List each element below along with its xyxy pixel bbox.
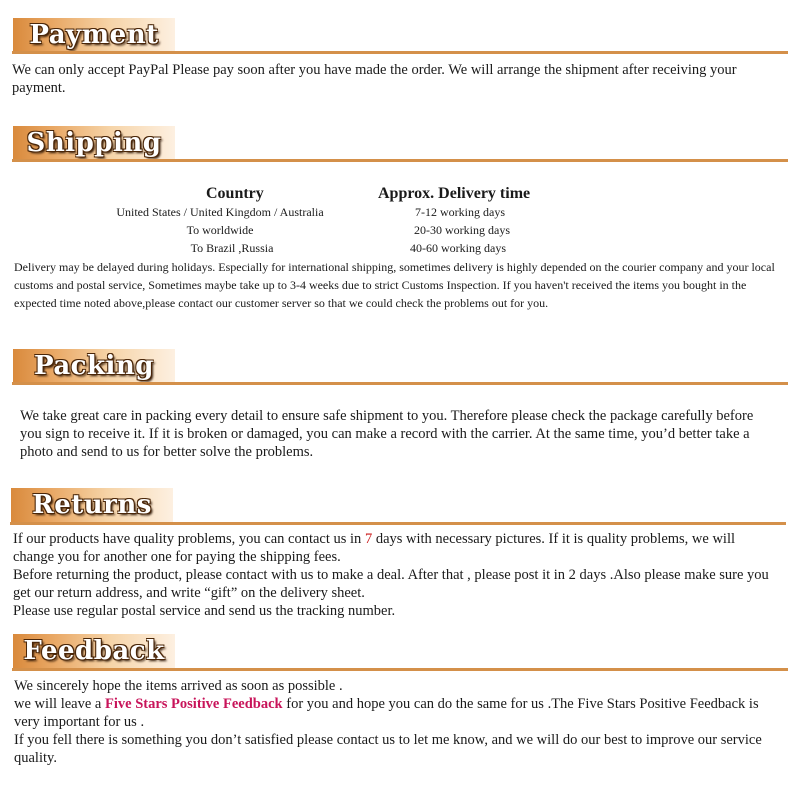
table-cell-time: 7-12 working days: [415, 205, 505, 219]
payment-text: We can only accept PayPal Please pay soon after you have made the order. We will arrange the shipment after receiving your payment.: [12, 62, 737, 96]
returns-title: Returns: [32, 490, 152, 520]
shipping-divider: [12, 159, 788, 162]
returns-line1: If our products have quality problems, you can contact us in 7 days with necessary pictures. If it is quality problems, we will change you for another one for paying the shipping fees.: [13, 531, 736, 565]
returns-divider: [10, 522, 786, 525]
feedback-line2: we will leave a Five Stars Positive Feedback for you and hope you can do the same for us .The Five Stars Positive Feedback is very important for us .: [14, 696, 759, 730]
table-cell-time: 20-30 working days: [414, 223, 510, 237]
feedback-line1: We sincerely hope the items arrived as soon as possible .: [14, 678, 343, 694]
shipping-note: Delivery may be delayed during holidays. Especially for international shipping, sometimes delivery is highly depended on the courier company and your local customs and postal service, Sometimes maybe take up to 3-4 weeks due to strict Customs Inspection. If you haven't received the items you bought in the expected time noted above,please contact our customer server so that we could check the problems out for you.: [14, 260, 775, 310]
five-stars-highlight: Five Stars Positive Feedback: [105, 696, 283, 712]
table-cell-time: 40-60 working days: [410, 241, 506, 255]
table-header-country: Country: [206, 185, 264, 202]
feedback-title: Feedback: [23, 636, 165, 666]
feedback-banner: [13, 634, 175, 668]
table-cell-country: To worldwide: [186, 223, 254, 237]
packing-banner: [13, 349, 175, 383]
table-header-time: Approx. Delivery time: [378, 185, 531, 202]
packing-divider: [12, 382, 788, 385]
returns-line2: Before returning the product, please contact with us to make a deal. After that , please post it in 2 days .Also please make sure you get our return address, and write “gift” on the delivery sheet.: [13, 567, 769, 601]
payment-divider: [12, 51, 788, 54]
shipping-banner: [13, 126, 175, 160]
feedback-divider: [12, 668, 788, 671]
returns-text: [13, 530, 773, 620]
payment-title: Payment: [29, 20, 159, 50]
feedback-text: [14, 677, 774, 767]
table-cell-country: United States / United Kingdom / Australia: [116, 205, 324, 219]
packing-title: Packing: [33, 351, 154, 381]
feedback-line3: If you fell there is something you don’t satisfied please contact us to let me know, and we will do our best to improve our service quality.: [14, 732, 762, 766]
return-days-highlight: 7: [364, 531, 373, 547]
returns-banner: [11, 488, 173, 522]
packing-text: We take great care in packing every detail to ensure safe shipment to you. Therefore please check the package carefully before you sign to receive it. If it is broken or damaged, you can make a record with the carrier. At the same time, you’d better take a photo and send to us for better solve the problems.: [20, 408, 754, 460]
payment-banner: [13, 18, 175, 52]
returns-line3: Please use regular postal service and send us the tracking number.: [13, 603, 396, 619]
table-cell-country: To Brazil ,Russia: [190, 241, 274, 255]
shipping-title: Shipping: [26, 128, 162, 158]
